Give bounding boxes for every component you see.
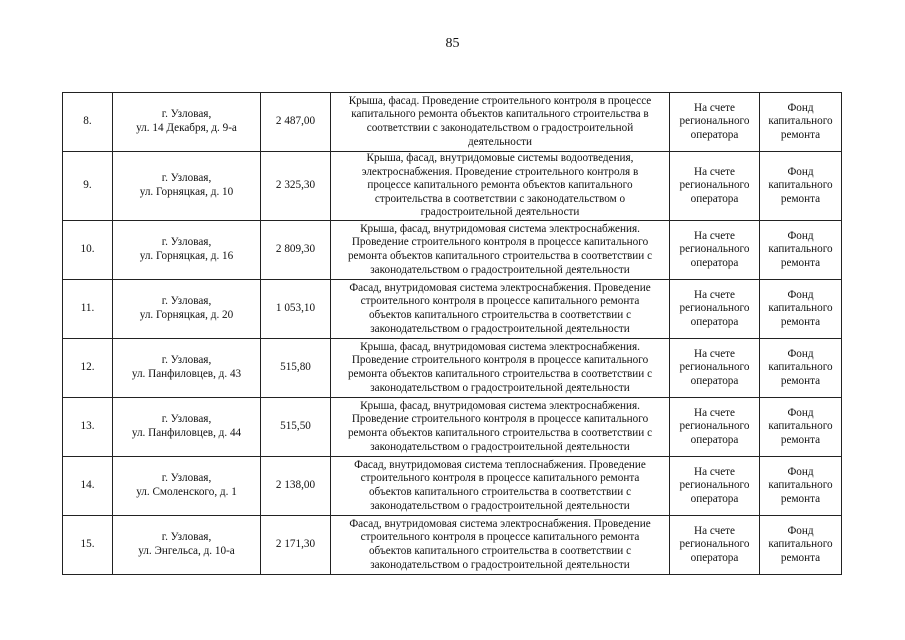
table-row	[63, 93, 842, 152]
cell-line: ул. Смоленского, д. 1	[136, 485, 237, 498]
work-description-cell	[331, 338, 670, 397]
cell-line: На счете	[693, 406, 736, 419]
repair-table	[62, 92, 842, 575]
work-description-cell	[331, 93, 670, 152]
cell-line: На счете	[693, 165, 736, 178]
cell-line: г. Узловая,	[161, 413, 212, 426]
cell-line: строительного контроля в процессе капитального ремонта	[360, 295, 640, 308]
cell-line: ул. Горняцкая, д. 16	[139, 249, 234, 262]
work-description-cell	[331, 152, 670, 221]
cell-line: ул. Панфиловцев, д. 43	[131, 367, 242, 380]
cell-line: ремонта	[780, 374, 821, 387]
cell-line: Крыша, фасад. Проведение строительного контроля в процессе	[348, 94, 652, 107]
cell-line: ремонта	[780, 315, 821, 328]
account-cell	[670, 279, 760, 338]
cell-line: регионального	[679, 115, 750, 128]
cell-line: г. Узловая,	[161, 472, 212, 485]
cell-line: Проведение строительного контроля в процессе капитального	[351, 354, 649, 367]
cell-line: оператора	[690, 315, 739, 328]
cell-line: Крыша, фасад, внутридомовая система электроснабжения.	[360, 399, 640, 412]
cell-line: законодательством о градостроительной деятельности	[370, 381, 630, 394]
cell-line: ремонта	[780, 256, 821, 269]
cell-line: Проведение строительного контроля в процессе капитального	[351, 413, 649, 426]
cell-line: ремонта	[780, 128, 821, 141]
account-cell	[670, 220, 760, 279]
cell-line: законодательством о градостроительной деятельности	[370, 499, 630, 512]
funding-source-cell	[760, 279, 842, 338]
cell-line: оператора	[690, 492, 739, 505]
cell-line: оператора	[690, 256, 739, 269]
cell-line: оператора	[690, 192, 739, 205]
funding-source-cell	[760, 397, 842, 456]
cell-line: Крыша, фасад, внутридомовые системы водоотведения,	[366, 152, 634, 164]
funding-source-cell	[760, 220, 842, 279]
work-description-cell	[331, 397, 670, 456]
address-cell	[113, 397, 261, 456]
cell-line: Фонд	[787, 165, 814, 178]
address-cell	[113, 456, 261, 515]
cost-cell: 515,80	[261, 338, 331, 397]
cell-line: градостроительной деятельности	[420, 206, 580, 219]
cost-cell: 2 138,00	[261, 456, 331, 515]
cell-line: деятельности	[467, 135, 533, 148]
cell-line: законодательством о градостроительной деятельности	[370, 322, 630, 335]
cell-line: капитального	[768, 302, 833, 315]
funding-source-cell	[760, 515, 842, 574]
cell-line: капитального	[768, 243, 833, 256]
cell-line: оператора	[690, 551, 739, 564]
row-number: 12.	[63, 338, 113, 397]
cell-line: г. Узловая,	[161, 531, 212, 544]
cell-line: На счете	[693, 465, 736, 478]
cell-line: Фонд	[787, 229, 814, 242]
cell-line: законодательством о градостроительной деятельности	[370, 440, 630, 453]
table-row	[63, 152, 842, 221]
row-number: 13.	[63, 397, 113, 456]
repair-table-body	[63, 93, 842, 575]
cell-line: Проведение строительного контроля в процессе капитального	[351, 236, 649, 249]
cell-line: капитального	[768, 479, 833, 492]
cell-line: ремонта объектов капитального строительства в соответствии с	[347, 426, 653, 439]
cell-line: ул. 14 Декабря, д. 9-а	[136, 122, 237, 134]
cell-line: ремонта	[780, 192, 821, 205]
cell-line: регионального	[679, 479, 750, 492]
cell-line: регионального	[679, 243, 750, 256]
cell-line: оператора	[690, 128, 739, 141]
row-number: 15.	[63, 515, 113, 574]
cell-line: капитального	[768, 361, 833, 374]
cell-line: Фонд	[787, 101, 814, 114]
cell-line: Фонд	[787, 524, 814, 537]
cell-line: Фасад, внутридомовая система электроснабжения. Проведение	[349, 281, 651, 294]
cell-line: законодательством о градостроительной деятельности	[370, 263, 630, 276]
cell-line: строительного контроля в процессе капитального ремонта	[360, 472, 640, 485]
page-number: 85	[445, 36, 460, 51]
funding-source-cell	[760, 456, 842, 515]
cell-line: Фонд	[787, 465, 814, 478]
cell-line: объектов капитального строительства в соответствии с	[368, 308, 632, 321]
cell-line: процессе капитального ремонта объектов капитального	[367, 179, 633, 192]
table-row	[63, 515, 842, 574]
cell-line: ремонта	[780, 433, 821, 446]
work-description-cell	[331, 220, 670, 279]
cell-line: ул. Горняцкая, д. 20	[139, 308, 234, 321]
account-cell	[670, 338, 760, 397]
row-number: 10.	[63, 220, 113, 279]
row-number: 14.	[63, 456, 113, 515]
cell-line: регионального	[679, 420, 750, 433]
cell-line: капитального	[768, 115, 833, 128]
account-cell	[670, 93, 760, 152]
work-description-cell	[331, 456, 670, 515]
cell-line: электроснабжения. Проведение строительного контроля в	[361, 165, 639, 178]
cell-line: На счете	[693, 524, 736, 537]
row-number: 8.	[63, 93, 113, 152]
table-row	[63, 220, 842, 279]
cell-line: г. Узловая,	[161, 354, 212, 367]
table-row	[63, 456, 842, 515]
cell-line: регионального	[679, 302, 750, 315]
cell-line: ремонта	[780, 551, 821, 564]
table-row	[63, 397, 842, 456]
cost-cell: 2 809,30	[261, 220, 331, 279]
cell-line: Крыша, фасад, внутридомовая система электроснабжения.	[360, 222, 640, 235]
cell-line: регионального	[679, 361, 750, 374]
cell-line: законодательством о градостроительной деятельности	[370, 558, 630, 571]
cell-line: строительства в соответствии с законодательством о	[374, 192, 626, 205]
cell-line: ремонта	[780, 492, 821, 505]
cell-line: капитального	[768, 538, 833, 551]
cell-line: г. Узловая,	[161, 236, 212, 249]
cell-line: Фасад, внутридомовая система электроснабжения. Проведение	[349, 517, 651, 530]
cost-cell: 2 171,30	[261, 515, 331, 574]
cell-line: соответствии с законодательством о градостроительной	[366, 122, 634, 134]
funding-source-cell	[760, 338, 842, 397]
cost-cell: 2 325,30	[261, 152, 331, 221]
cost-cell: 515,50	[261, 397, 331, 456]
cell-line: г. Узловая,	[161, 172, 212, 185]
cell-line: капитального ремонта объектов капитального строительства в	[351, 108, 649, 121]
address-cell	[113, 338, 261, 397]
work-description-cell	[331, 515, 670, 574]
cell-line: г. Узловая,	[161, 108, 212, 121]
cell-line: Фонд	[787, 347, 814, 360]
cell-line: объектов капитального строительства в соответствии с	[368, 544, 632, 557]
cell-line: ул. Панфиловцев, д. 44	[131, 426, 242, 439]
funding-source-cell	[760, 152, 842, 221]
cost-cell: 2 487,00	[261, 93, 331, 152]
address-cell	[113, 220, 261, 279]
address-cell	[113, 515, 261, 574]
cell-line: оператора	[690, 433, 739, 446]
cell-line: регионального	[679, 538, 750, 551]
account-cell	[670, 397, 760, 456]
cell-line: объектов капитального строительства в соответствии с	[368, 485, 632, 498]
address-cell	[113, 152, 261, 221]
cell-line: г. Узловая,	[161, 295, 212, 308]
table-row	[63, 338, 842, 397]
cell-line: строительного контроля в процессе капитального ремонта	[360, 531, 640, 544]
table-row	[63, 279, 842, 338]
cell-line: регионального	[679, 179, 750, 192]
cell-line: оператора	[690, 374, 739, 387]
cell-line: На счете	[693, 101, 736, 114]
cell-line: Фонд	[787, 406, 814, 419]
cell-line: На счете	[693, 288, 736, 301]
cell-line: Крыша, фасад, внутридомовая система электроснабжения.	[360, 340, 640, 353]
cell-line: На счете	[693, 347, 736, 360]
cell-line: Фасад, внутридомовая система теплоснабжения. Проведение	[354, 458, 646, 471]
cell-line: капитального	[768, 420, 833, 433]
cell-line: ремонта объектов капитального строительства в соответствии с	[347, 367, 653, 380]
account-cell	[670, 515, 760, 574]
address-cell	[113, 279, 261, 338]
account-cell	[670, 152, 760, 221]
cell-line: ремонта объектов капитального строительства в соответствии с	[347, 249, 653, 262]
account-cell	[670, 456, 760, 515]
cell-line: Фонд	[787, 288, 814, 301]
cost-cell: 1 053,10	[261, 279, 331, 338]
row-number: 11.	[63, 279, 113, 338]
cell-line: На счете	[693, 229, 736, 242]
work-description-cell	[331, 279, 670, 338]
funding-source-cell	[760, 93, 842, 152]
cell-line: капитального	[768, 179, 833, 192]
cell-line: ул. Энгельса, д. 10-а	[138, 544, 235, 557]
row-number: 9.	[63, 152, 113, 221]
address-cell	[113, 93, 261, 152]
cell-line: ул. Горняцкая, д. 10	[139, 185, 234, 198]
